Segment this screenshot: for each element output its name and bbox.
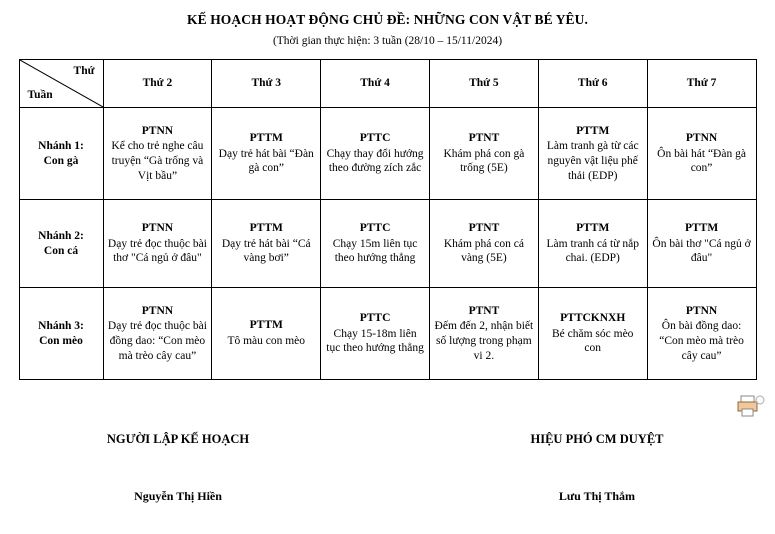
activity-code: PTTM [684,221,719,234]
column-header-day-7: Thứ 7 [647,60,756,108]
row-label-line2: Con cá [43,244,79,257]
activity-desc: Ôn bài thơ "Cá ngủ ở đâu" [652,237,751,265]
cell-w2-d4 [321,200,430,288]
table-header-row [19,60,756,108]
cell-w1-d4 [321,108,430,200]
row-label-week-2 [19,200,103,288]
cell-w3-d5 [429,288,538,380]
column-header-day-3: Thứ 3 [212,60,321,108]
activity-code: PTNN [141,221,174,234]
signature-role: HIỆU PHÓ CM DUYỆT [530,432,664,446]
activity-desc: Chạy 15m liên tục theo hướng thẳng [332,237,418,265]
row-label-week-3 [19,288,103,380]
signature-block [0,432,775,504]
signature-role: NGƯỜI LẬP KẾ HOẠCH [106,432,250,446]
signature-right [447,432,747,504]
activity-desc: Dạy trẻ hát bài “Đàn gà con” [218,147,314,175]
cell-w3-d3 [212,288,321,380]
column-header-day-6: Thứ 6 [538,60,647,108]
activity-code: PTNN [141,304,174,317]
activity-desc: Chạy thay đổi hướng theo đường zích zắc [326,147,424,175]
activity-desc: Làm tranh cá từ nắp chai. (EDP) [546,237,639,265]
cell-w3-d4 [321,288,430,380]
activity-desc: Khám phá con gà trống (5E) [443,147,525,175]
cell-w1-d3 [212,108,321,200]
row-label-line1: Nhánh 3: [38,319,84,332]
activity-desc: Khám phá con cá vàng (5E) [443,237,524,265]
activity-desc: Chạy 15-18m liên tục theo hướng thẳng [326,327,424,355]
printer-icon [737,394,765,418]
row-label-line1: Nhánh 2: [38,229,84,242]
cell-w2-d7 [647,200,756,288]
cell-w3-d7 [647,288,756,380]
activity-desc: Ôn bài đồng dao: “Con mèo mà trèo cây cau” [659,320,744,362]
activity-code: PTTC [359,221,391,234]
activity-code: PTTM [249,319,283,332]
activity-code: PTNN [141,124,174,137]
column-header-day-2: Thứ 2 [103,60,212,108]
activity-code: PTNN [685,304,718,317]
cell-w1-d2 [103,108,212,200]
activity-desc: Dạy trẻ hát bài “Cá vàng bơi” [221,237,311,265]
activity-code: PTTM [249,131,283,144]
table-corner-cell [19,60,103,108]
activity-code: PTTM [576,124,610,137]
cell-w1-d7 [647,108,756,200]
activity-code: PTNT [468,304,500,317]
signature-name: Nguyễn Thị Hiền [134,489,222,503]
signature-left [28,432,328,504]
activity-code: PTTC [359,311,391,324]
column-header-day-5: Thứ 5 [429,60,538,108]
cell-w2-d6 [538,200,647,288]
cell-w3-d6 [538,288,647,380]
cell-w1-d6 [538,108,647,200]
activity-code: PTNN [685,131,718,144]
row-label-line2: Con gà [43,154,79,167]
activity-desc: Tô màu con mèo [227,335,306,347]
row-label-week-1 [19,108,103,200]
cell-w1-d5 [429,108,538,200]
row-label-line2: Con mèo [39,334,83,347]
activity-desc: Dạy trẻ đọc thuộc bài thơ "Cá ngủ ở đâu" [107,237,207,265]
page-subtitle: (Thời gian thực hiện: 3 tuần (28/10 – 15/11/2024) [272,35,503,47]
document-page [0,12,775,534]
activity-desc: Kể cho trẻ nghe câu truyện “Gà trống và Vịt bầu” [111,140,204,182]
column-header-day-4: Thứ 4 [321,60,430,108]
row-label-line1: Nhánh 1: [38,139,84,152]
activity-code: PTNT [468,131,500,144]
cell-w2-d5 [429,200,538,288]
activity-code: PTTM [576,221,610,234]
activity-desc: Làm tranh gà từ các nguyên vật liệu phế thải (EDP) [546,140,639,182]
corner-label-week: Tuần [27,89,53,102]
activity-code: PTTC [359,131,391,144]
activity-desc: Ôn bài hát “Đàn gà con” [657,147,746,175]
table-row [19,288,756,380]
table-row [19,200,756,288]
activity-desc: Bé chăm sóc mèo con [552,327,634,355]
cell-w2-d2 [103,200,212,288]
activity-desc: Dạy trẻ đọc thuộc bài đồng dao: “Con mèo mà trèo cây cau” [107,320,207,362]
activity-plan-table [19,59,757,380]
page-title: KẾ HOẠCH HOẠT ĐỘNG CHỦ ĐỀ: NHỮNG CON VẬT BÉ YÊU. [187,12,588,27]
table-row [19,108,756,200]
corner-label-day: Thứ [73,65,95,77]
cell-w2-d3 [212,200,321,288]
activity-code: PTNT [468,221,500,234]
activity-code: PTTM [249,221,283,234]
activity-desc: Đếm đến 2, nhận biết số lượng trong phạm vi 2. [434,320,534,362]
activity-code: PTTCKNXH [560,311,626,324]
cell-w3-d2 [103,288,212,380]
signature-name: Lưu Thị Thắm [558,489,636,503]
